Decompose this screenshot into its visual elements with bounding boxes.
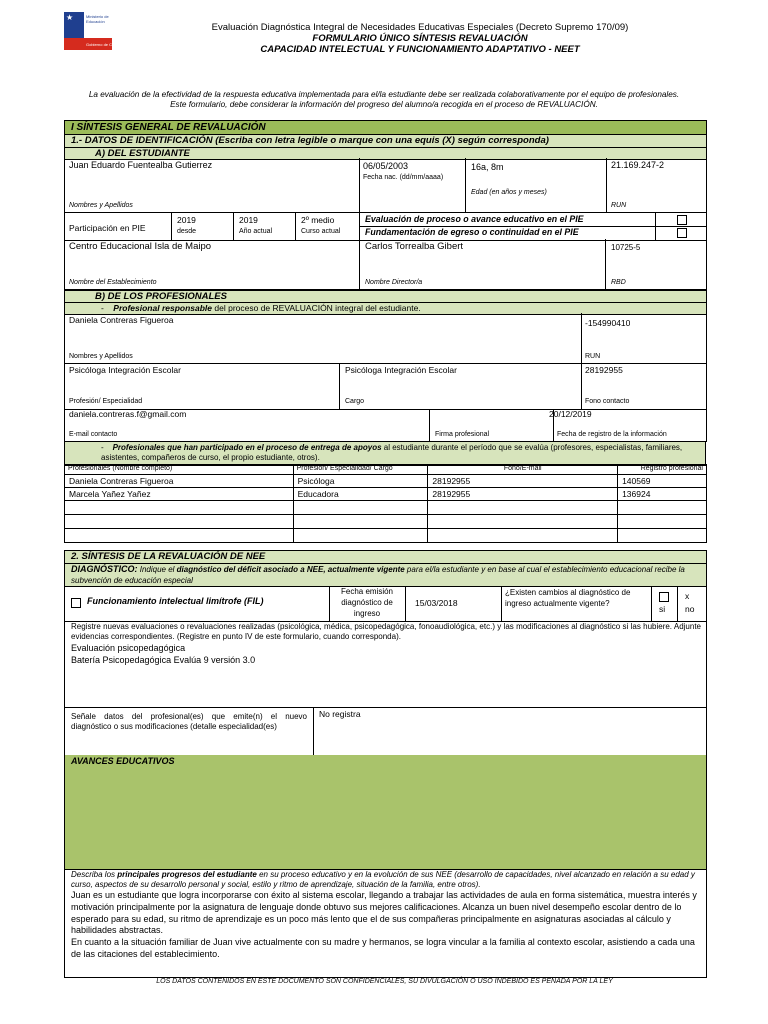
participants-table [64, 464, 707, 543]
birth-date: 06/05/2003 [363, 161, 409, 171]
diagnostic-bold: DIAGNÓSTICO: [71, 564, 138, 574]
professional-name: Daniela Contreras Figueroa [69, 315, 174, 325]
eval-pie-label: Evaluación de proceso o avance educativo en el PIE [365, 214, 584, 224]
part-a-title: A) DEL ESTUDIANTE [64, 147, 707, 160]
cell: Marcela Yañez Yañez [65, 488, 294, 501]
cell [65, 529, 294, 543]
professional-email-row [64, 409, 707, 442]
current-year: 2019 [239, 215, 258, 225]
cell [618, 529, 707, 543]
header-contact: Fono/E-mail [428, 465, 618, 475]
logo-text: Ministerio de Educación [86, 14, 109, 24]
diagnostic-text1: Indique el [137, 565, 177, 574]
register-date: 20/12/2019 [549, 409, 592, 419]
participants-rest: al estudiante durante el período que se evalúa (profesores, especialistas, familiares, asistentes, compañeros de curso, el propio estudiante, otros). [101, 443, 683, 462]
student-rut: 21.169.247-2 [611, 160, 665, 170]
evaluations-block [64, 621, 707, 708]
current-course: 2º medio [301, 215, 335, 225]
desc-bold: principales progresos del estudiante [117, 870, 257, 879]
part-b-title: B) DE LOS PROFESIONALES [64, 290, 707, 303]
progress-instructions [71, 870, 701, 890]
intro-text [44, 90, 724, 110]
star-icon: ★ [66, 13, 74, 22]
emission-date: 15/03/2018 [415, 598, 458, 608]
progress-block [64, 869, 707, 978]
student-block [64, 158, 707, 213]
emission-label: Fecha emisión diagnóstico de ingreso [340, 587, 394, 618]
header-name: Profesionales (Nombre completo) [65, 465, 294, 475]
cell [618, 501, 707, 515]
section1-title: I SÍNTESIS GENERAL DE REVALUACIÓN [64, 120, 707, 135]
cell [428, 501, 618, 515]
logo-subtext: Gobierno de Chile [86, 42, 119, 47]
fil-checkbox[interactable] [71, 598, 81, 608]
cell [428, 529, 618, 543]
pie-since: 2019 [177, 215, 196, 225]
diagnostic-text2: para el/la estudiante y en base al cual el establecimiento educacional recibe la subvención de educación especial [71, 565, 685, 585]
table-row [65, 501, 707, 515]
cell [293, 515, 428, 529]
student-name-label: Nombres y Apellidos [69, 202, 133, 209]
rbd-label: RBD [611, 279, 626, 286]
register-date-label: Fecha de registro de la información [557, 431, 667, 438]
birth-label: Fecha nac. (dd/mm/aaaa) [363, 174, 444, 181]
director-name: Carlos Torrealba Gibert [365, 241, 464, 252]
cell [428, 515, 618, 529]
professional-name-row [64, 313, 707, 364]
diagnosis-row [64, 586, 707, 622]
egreso-pie-checkbox[interactable] [677, 228, 687, 238]
yes-label: si [659, 604, 666, 614]
signal-instructions: Señale datos del profesional(es) que emite(n) el nuevo diagnóstico o sus modificaciones (detalle especialidad(es) [71, 712, 307, 731]
student-name: Juan Eduardo Fuentealba Gutierrez [69, 160, 213, 170]
progress-paragraph2: En cuanto a la situación familiar de Juan vive actualmente con su madre y hermanos, se logra vincular a la familia al contexto escolar, asistiendo a cada una de las citaciones del establecimiento. [71, 937, 695, 959]
rbd-value: 10725-5 [611, 243, 641, 252]
responsible-bold: Profesional responsable [113, 303, 213, 313]
professional-rut: -154990410 [585, 318, 631, 328]
no-mark[interactable]: x [685, 591, 690, 601]
professional-cargo-label: Cargo [345, 398, 365, 405]
eval-pie-checkbox[interactable] [677, 215, 687, 225]
diagnostic-bold2: diagnóstico del déficit asociado a NEE, actualmente vigente [176, 565, 405, 574]
school-label: Nombre del Establecimiento [69, 279, 157, 286]
diagnostic-intro [64, 563, 707, 587]
table-row [65, 475, 707, 488]
school-row [64, 239, 707, 290]
rut-label: RUN [611, 202, 627, 209]
course-label: Curso actual [301, 228, 341, 235]
student-age: 16a, 8m [471, 162, 504, 172]
header-profession: Profesión/ Especialidad/ Cargo [293, 465, 428, 475]
avances-block [64, 755, 707, 870]
desc-part1: Describa los [71, 870, 118, 879]
cell: Educadora [293, 488, 428, 501]
age-label: Edad (en años y meses) [471, 189, 547, 196]
table-row [65, 488, 707, 501]
director-label: Nombre Director/a [365, 279, 423, 286]
professional-cargo: Psicóloga Integración Escolar [345, 365, 457, 375]
desc-part2: en su proceso educativo y en la evolución de sus NEE (desarrollo de capacidades, nivel alcanzado en relación a su edad y curso, aspectos de su desarrollo personal y social, estilo y ritmo de aprendizaje, situación de la familia, entre otros). [71, 870, 695, 889]
participants-header-row [65, 465, 707, 475]
cell: 140569 [618, 475, 707, 488]
section2-title: 2. SÍNTESIS DE LA REVALUACIÓN DE NEE [64, 550, 707, 564]
professional-specialty: Psicóloga Integración Escolar [69, 365, 181, 375]
header-line3: CAPACIDAD INTELECTUAL Y FUNCIONAMIENTO ADAPTATIVO - NEET [260, 44, 580, 55]
professional-phone-label: Fono contacto [585, 398, 630, 405]
evaluation-2: Batería Psicopedagógica Evalúa 9 versión 3.0 [71, 655, 256, 665]
header-line1: Evaluación Diagnóstica Integral de Necesidades Educativas Especiales (Decreto Supremo 170/09) [211, 22, 629, 33]
egreso-pie-label: Fundamentación de egreso o continuidad en el PIE [365, 227, 579, 237]
professional-spec-row [64, 363, 707, 410]
cell [293, 529, 428, 543]
evaluation-1: Evaluación psicopedagógica [71, 643, 186, 653]
avances-title: AVANCES EDUCATIVOS [71, 756, 175, 766]
professional-phone: 28192955 [585, 365, 623, 375]
professional-rut-label: RUN [585, 353, 601, 360]
confidential-footer: LOS DATOS CONTENIDOS EN ESTE DOCUMENTO SON CONFIDENCIALES, SU DIVULGACIÓN O USO INDEBIDO ES PENADA POR LA LEY [156, 978, 613, 985]
professional-specialty-label: Profesión/ Especialidad [69, 398, 143, 405]
professional-email-label: E-mail contacto [69, 431, 118, 438]
no-label: no [685, 604, 695, 614]
cell: 28192955 [428, 488, 618, 501]
fil-diagnosis: Funcionamiento intelectual limítrofe (FIL) [87, 596, 264, 606]
cell [65, 501, 294, 515]
document-header [130, 22, 710, 55]
table-row [65, 515, 707, 529]
pie-label: Participación en PIE [69, 223, 146, 233]
cell: Daniela Contreras Figueroa [65, 475, 294, 488]
changes-question: ¿Existen cambios al diagnóstico de ingreso actualmente vigente? [505, 588, 631, 608]
signal-row [64, 707, 707, 756]
progress-text [71, 890, 701, 961]
cell: Psicóloga [293, 475, 428, 488]
participants-title [64, 441, 706, 466]
pie-since-label: desde [177, 228, 197, 235]
progress-paragraph1: Juan es un estudiante que logra incorporarse con éxito al sistema escolar, llegando a trabajar las actividades de aula en forma sistemática, muestra interés y motivación principalmente por la asignatura de lenguaje donde obtuvo sus mejores calificaciones. Alcanza un buen nivel desempeño escolar dentro de lo esperado para su edad, su ritmo de aprendizaje es un poco más lento que el de sus compañeras principalmente en asignaturas asociadas al cálculo y habilidades abstractas. [71, 890, 697, 936]
dash: - [101, 303, 104, 313]
header-registry: Registro profesional [618, 465, 707, 475]
intro-line1: La evaluación de la efectividad de la respuesta educativa implementada para el/la estudiante debe ser realizada colaborativamente por el equipo de profesionales. [88, 90, 680, 99]
no-registra: No registra [319, 709, 361, 719]
cell [293, 501, 428, 515]
current-year-label: Año actual [239, 228, 273, 235]
school-name: Centro Educacional Isla de Maipo [69, 241, 212, 252]
intro-line2: Este formulario, debe considerar la información del progreso del alumno/a recogida en el proceso de REVALUACIÓN. [170, 100, 598, 109]
pie-row [64, 212, 707, 241]
yes-checkbox[interactable] [659, 592, 669, 602]
cell: 136924 [618, 488, 707, 501]
responsible-rest: del proceso de REVALUACIÓN integral del estudiante. [212, 303, 421, 313]
professional-name-label: Nombres y Apellidos [69, 353, 133, 360]
signature-label: Firma profesional [435, 431, 490, 438]
section1-subtitle: 1.- DATOS DE IDENTIFICACIÓN (Escriba con letra legible o marque con una equis (X) según corresponda) [64, 134, 707, 148]
cell [65, 515, 294, 529]
register-instructions: Registre nuevas evaluaciones o revaluaciones realizadas (psicológica, médica, psicopedagógica, fonoaudiológica, etc.) y las modificaciones al diagnóstico si las hubiere. Adjunte evidencias correspondientes. (Registre en punto IV de este formulario, cuando corresponda). [71, 622, 701, 641]
professional-email: daniela.contreras.f@gmail.com [69, 409, 187, 419]
participants-bold: Profesionales que han participado en el proceso de entrega de apoyos [112, 443, 382, 452]
dash: - [101, 443, 104, 452]
cell: 28192955 [428, 475, 618, 488]
table-row [65, 529, 707, 543]
header-line2: FORMULARIO ÚNICO SÍNTESIS REVALUACIÓN [312, 33, 528, 44]
cell [618, 515, 707, 529]
